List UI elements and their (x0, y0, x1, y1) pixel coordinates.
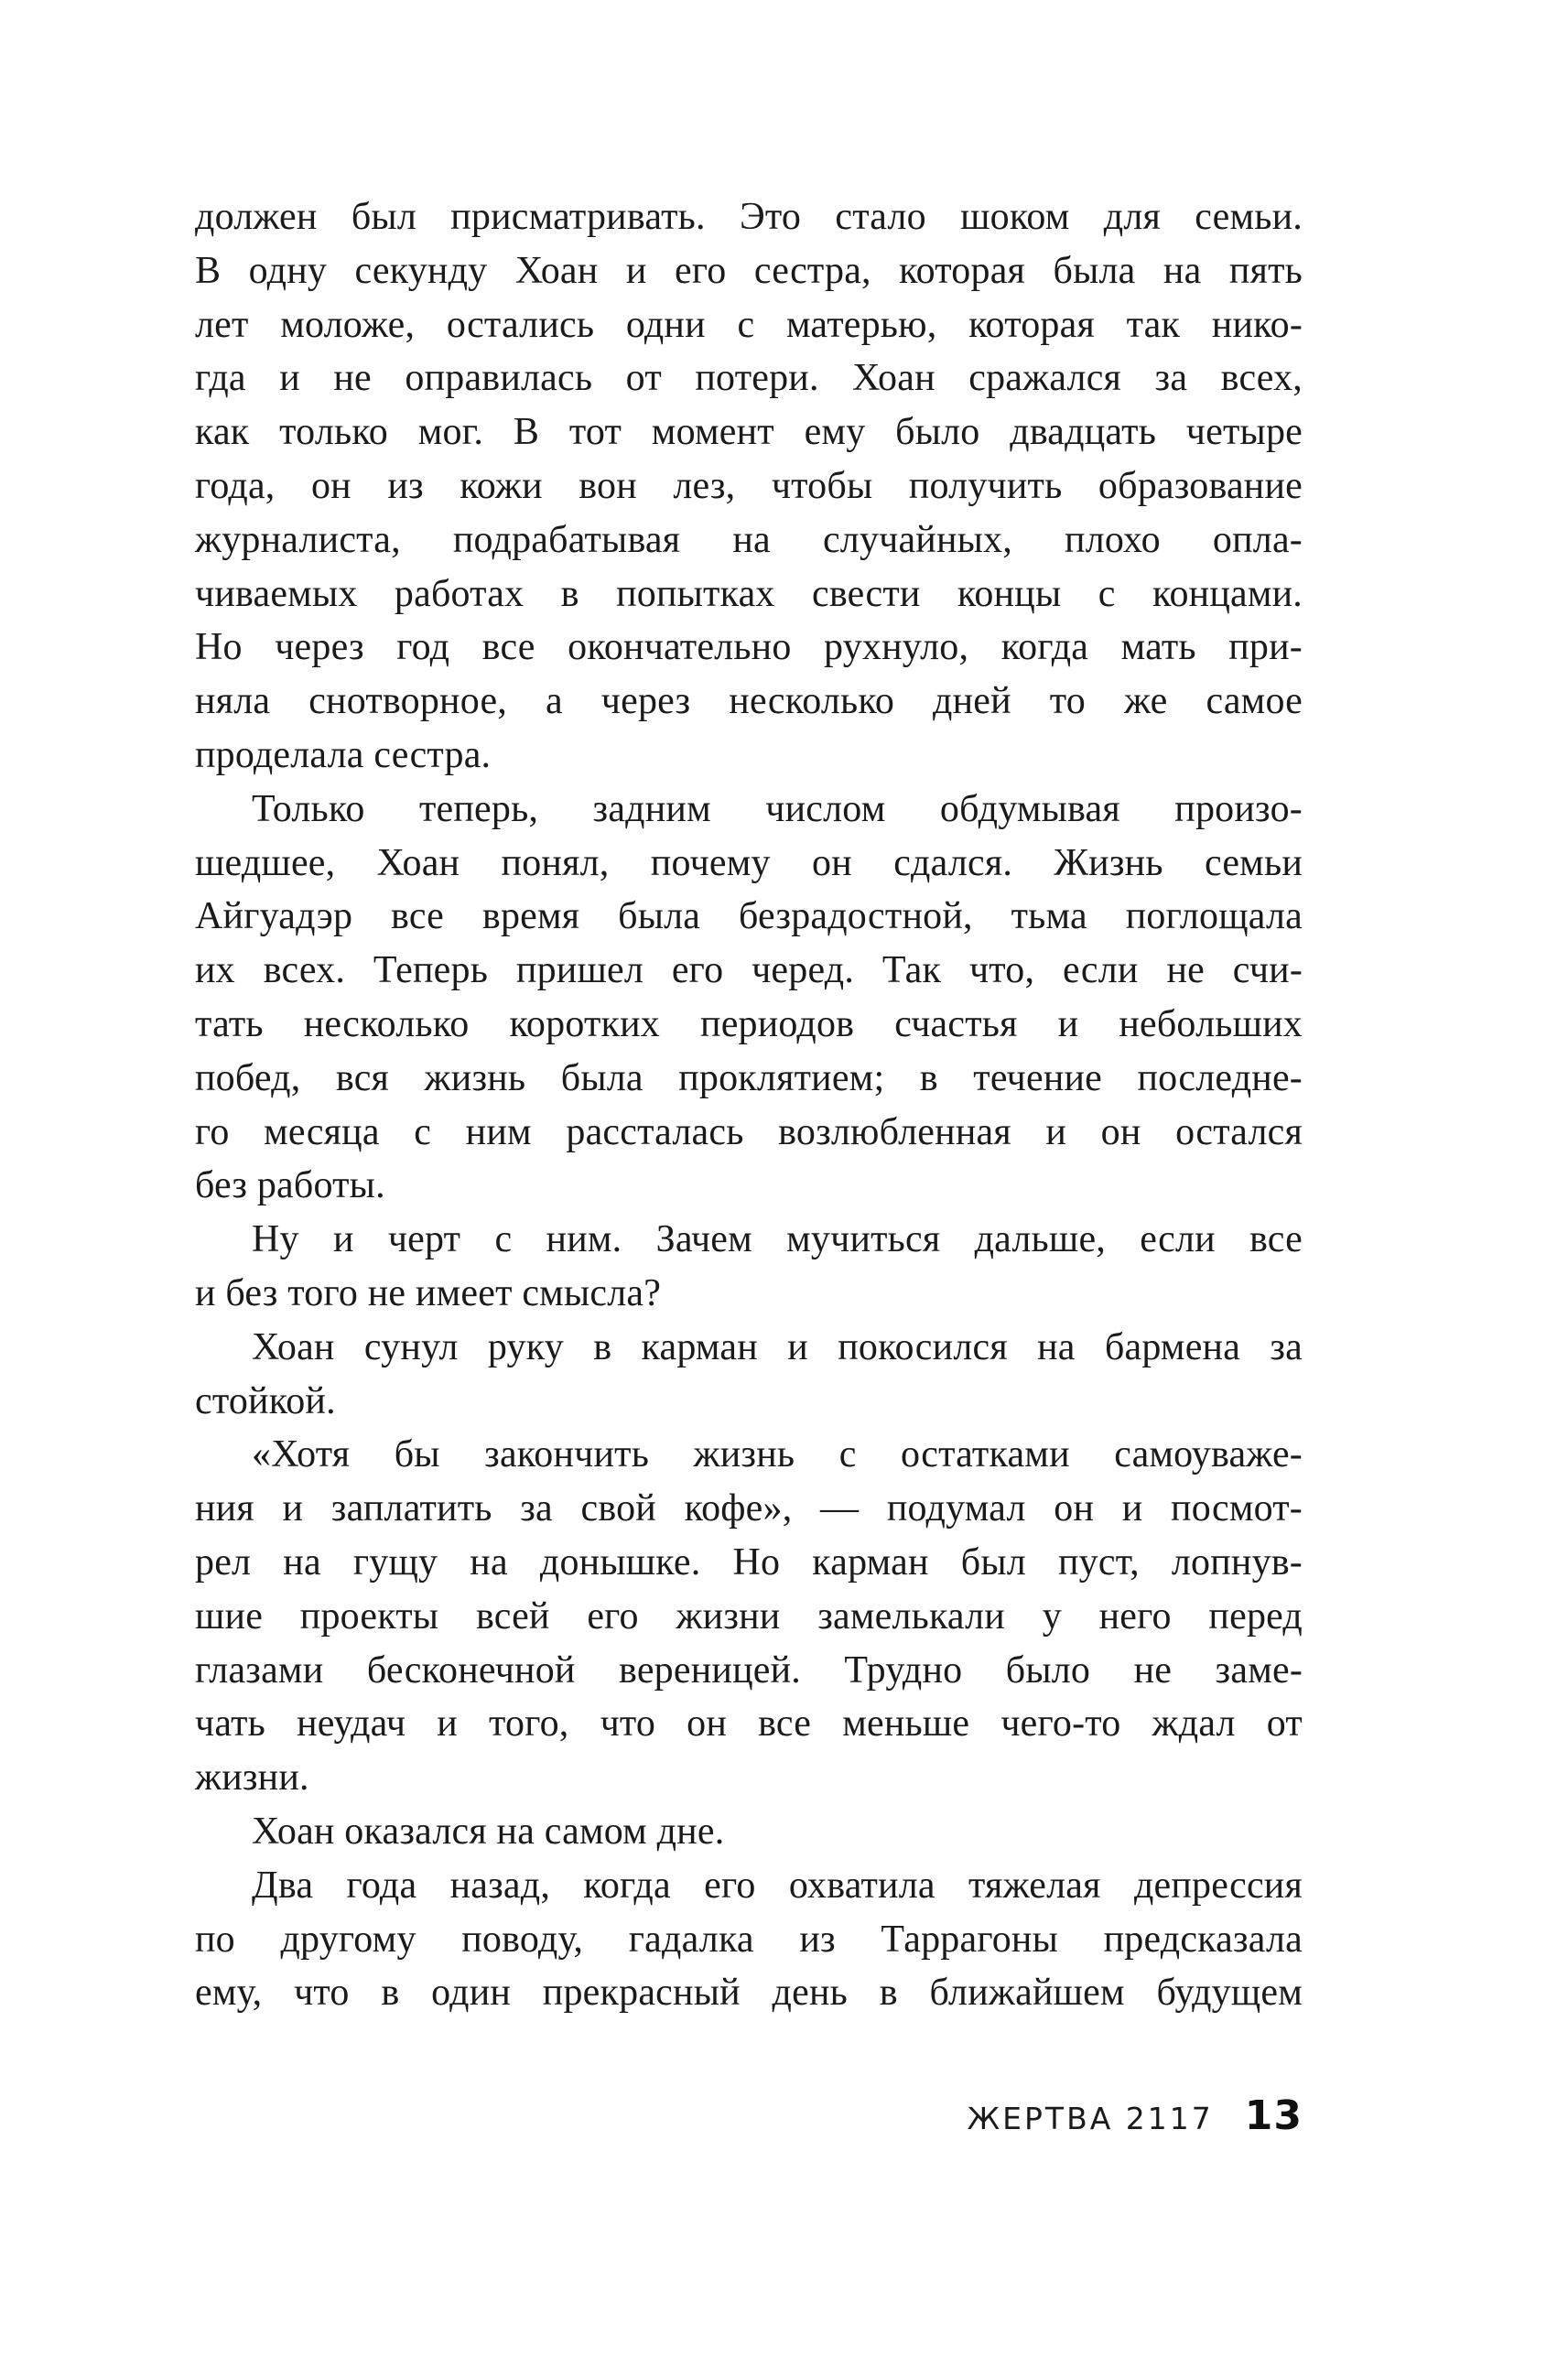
text-line: чиваемых работах в попытках свести концы с концами. (195, 572, 1303, 615)
page-number: 13 (1244, 2092, 1303, 2139)
text-line: жизни. (195, 1756, 309, 1800)
text-line: чать неудач и того, что он все меньше чего-то ждал от (195, 1702, 1303, 1746)
text-line: ния и заплатить за свой кофе», — подумал он и посмот- (195, 1487, 1303, 1530)
text-line: Ну и черт с ним. Зачем мучиться дальше, если все (252, 1218, 1303, 1261)
text-line: Но через год все окончательно рухнуло, когда мать при- (195, 626, 1303, 669)
text-line: шедшее, Хоан понял, почему он сдался. Жизнь семьи (195, 841, 1303, 884)
body-text (195, 190, 1303, 2020)
text-line: и без того не имеет смысла? (195, 1271, 662, 1314)
text-line: Хоан сунул руку в карман и покосился на бармена за (252, 1325, 1303, 1368)
text-line: стойкой. (195, 1379, 336, 1422)
text-line: Айгуадэр все время была безрадостной, тьма поглощала (195, 895, 1303, 938)
text-line: Два года назад, когда его охватила тяжелая депрессия (252, 1864, 1303, 1907)
text-line: проделала сестра. (195, 733, 492, 776)
text-line: года, он из кожи вон лез, чтобы получить образование (195, 464, 1303, 507)
text-line: их всех. Теперь пришел его черед. Так что, если не счи- (195, 949, 1303, 992)
text-line: лет моложе, остались одни с матерью, которая так нико- (195, 303, 1303, 346)
text-line: без работы. (195, 1164, 385, 1207)
text-line: Хоан оказался на самом дне. (252, 1810, 725, 1853)
text-line: Только теперь, задним числом обдумывая произо- (252, 787, 1303, 830)
text-line: рел на гущу на донышке. Но карман был пуст, лопнув- (195, 1540, 1303, 1584)
text-line: ему, что в один прекрасный день в ближайшем будущем (195, 1972, 1303, 2015)
text-line: го месяца с ним рассталась возлюбленная и он остался (195, 1110, 1303, 1153)
text-line: побед, вся жизнь была проклятием; в течение последне- (195, 1056, 1303, 1099)
text-line: как только мог. В тот момент ему было двадцать четыре (195, 411, 1303, 454)
text-line: глазами бесконечной вереницей. Трудно было не заме- (195, 1648, 1303, 1692)
text-line: няла снотворное, а через несколько дней то же самое (195, 680, 1303, 723)
text-line: по другому поводу, гадалка из Таррагоны предсказала (195, 1918, 1303, 1961)
text-line: тать несколько коротких периодов счастья и небольших (195, 1002, 1303, 1045)
text-line: «Хотя бы закончить жизнь с остатками самоуваже- (252, 1433, 1303, 1476)
text-line: гда и не оправилась от потери. Хоан сражался за всех, (195, 357, 1303, 400)
running-title: ЖЕРТВА 2117 (967, 2101, 1214, 2136)
text-line: журналиста, подрабатывая на случайных, плохо опла- (195, 518, 1303, 561)
text-line: шие проекты всей его жизни замелькали у него перед (195, 1594, 1303, 1638)
page-footer (968, 2092, 1303, 2139)
text-line: В одну секунду Хоан и его сестра, которая была на пять (195, 249, 1303, 292)
text-line: должен был присматривать. Это стало шоком для семьи. (195, 196, 1303, 238)
